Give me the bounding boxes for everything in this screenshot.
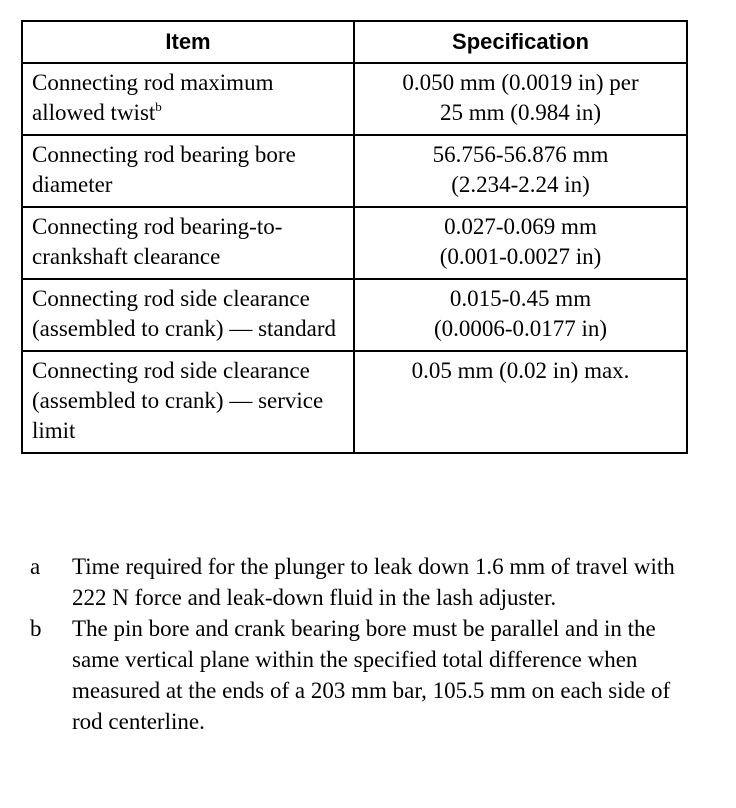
table-row [22, 63, 687, 135]
spec-line: 56.756-56.876 mm [432, 142, 609, 167]
spec-line: 0.015-0.45 mm [449, 286, 592, 311]
spec-line: (2.234-2.24 in) [451, 172, 590, 197]
column-header-item: Item [22, 21, 354, 63]
footnote-a [30, 551, 690, 613]
spec-cell [354, 207, 687, 279]
spec-cell [354, 63, 687, 135]
footnote-mark: b [30, 616, 42, 641]
footnote-ref: b [155, 99, 162, 114]
item-cell: Connecting rod side clearance (assembled to crank) — service limit [22, 351, 354, 453]
table-row [22, 279, 687, 351]
table-row [22, 207, 687, 279]
spec-line: (0.0006-0.0177 in) [433, 316, 608, 341]
item-cell: Connecting rod bearing bore diameter [22, 135, 354, 207]
footnote-text: The pin bore and crank bearing bore must be parallel and in the same vertical plane within the specified total difference when measured at the ends of a 203 mm bar, 105.5 mm on each side of rod centerline. [72, 616, 671, 734]
spec-cell [354, 351, 687, 453]
table-header-row [22, 21, 687, 63]
spec-cell [354, 279, 687, 351]
spec-line: 0.027-0.069 mm [444, 214, 597, 239]
footnote-text: Time required for the plunger to leak down 1.6 mm of travel with 222 N force and leak-down fluid in the lash adjuster. [72, 554, 675, 610]
table-row [22, 351, 687, 453]
item-cell: Connecting rod side clearance (assembled to crank) — standard [22, 279, 354, 351]
footnote-b [30, 613, 690, 737]
spec-line: 0.050 mm (0.0019 in) per [402, 70, 639, 95]
spec-cell [354, 135, 687, 207]
spec-line: (0.001-0.0027 in) [439, 244, 602, 269]
column-header-specification: Specification [354, 21, 687, 63]
specification-table [21, 20, 688, 454]
item-cell: Connecting rod bearing-to-crankshaft clearance [22, 207, 354, 279]
spec-line: 0.05 mm (0.02 in) max. [411, 358, 630, 383]
item-cell [22, 63, 354, 135]
footnotes [30, 551, 690, 737]
table-row [22, 135, 687, 207]
footnote-mark: a [30, 554, 41, 579]
spec-line: 25 mm (0.984 in) [440, 100, 601, 125]
item-text: Connecting rod maximum allowed twist [32, 70, 274, 125]
